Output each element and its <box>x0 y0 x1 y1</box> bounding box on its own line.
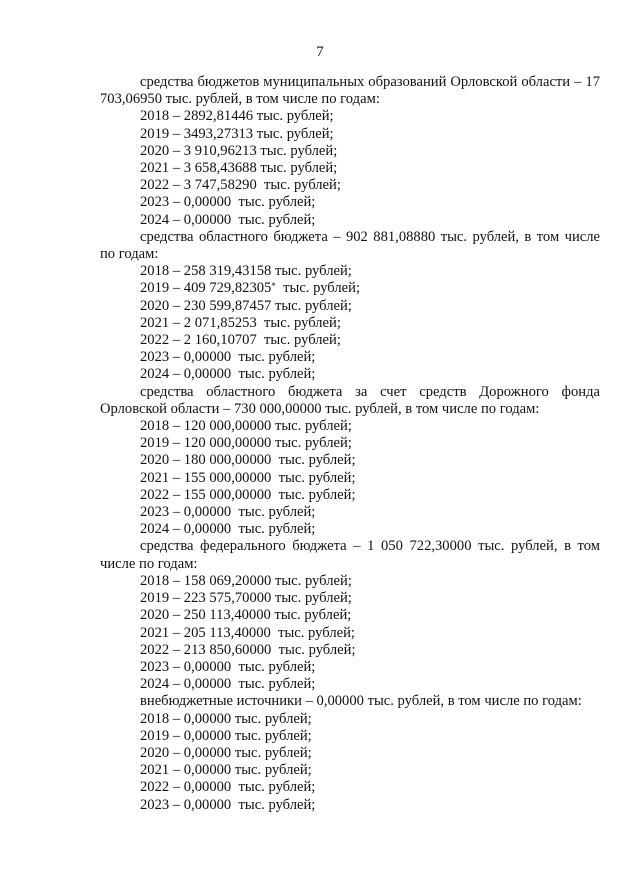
section-intro: средства областного бюджета за счет средств Дорожного фонда Орловской области – 730 000,00000 тыс. рублей, в том числе по годам: <box>100 383 600 417</box>
year-item: 2022 – 213 850,60000 тыс. рублей; <box>140 641 356 658</box>
year-item: 2024 – 0,00000 тыс. рублей; <box>140 366 316 383</box>
year-item: 2018 – 258 319,43158 тыс. рублей; <box>140 263 352 280</box>
page-number: 7 <box>316 44 324 60</box>
year-item: 2021 – 0,00000 тыс. рублей; <box>140 762 312 779</box>
year-item: 2018 – 0,00000 тыс. рублей; <box>140 710 312 727</box>
year-item-amount: 2019 – 409 729,82305 <box>140 280 272 297</box>
year-item: 2024 – 0,00000 тыс. рублей; <box>140 211 316 228</box>
year-item: 2024 – 0,00000 тыс. рублей; <box>140 521 316 538</box>
year-item: 2020 – 180 000,00000 тыс. рублей; <box>140 452 356 469</box>
year-item: 2020 – 0,00000 тыс. рублей; <box>140 744 312 761</box>
year-item: 2021 – 2 071,85253 тыс. рублей; <box>140 314 341 331</box>
year-item: 2019 – 0,00000 тыс. рублей; <box>140 727 312 744</box>
year-item: 2020 – 3 910,96213 тыс. рублей; <box>140 142 338 159</box>
year-item: 2021 – 155 000,00000 тыс. рублей; <box>140 469 356 486</box>
year-item: 2019 – 120 000,00000 тыс. рублей; <box>140 435 352 452</box>
document-body <box>100 74 600 814</box>
year-item-unit: тыс. рублей; <box>275 280 360 297</box>
year-item: 2022 – 0,00000 тыс. рублей; <box>140 779 316 796</box>
year-item: 2020 – 250 113,40000 тыс. рублей; <box>140 607 352 624</box>
year-item: 2023 – 0,00000 тыс. рублей; <box>140 194 316 211</box>
year-item: 2023 – 0,00000 тыс. рублей; <box>140 504 316 521</box>
section-intro: внебюджетные источники – 0,00000 тыс. рублей, в том числе по годам: <box>140 693 582 710</box>
year-item: 2018 – 2892,81446 тыс. рублей; <box>140 108 334 125</box>
year-item: 2018 – 158 069,20000 тыс. рублей; <box>140 572 352 589</box>
funding-section-federal <box>100 538 600 693</box>
year-item: 2020 – 230 599,87457 тыс. рублей; <box>140 297 352 314</box>
footnote-mark: * <box>271 281 276 292</box>
year-item: 2023 – 0,00000 тыс. рублей; <box>140 796 316 813</box>
section-intro: средства областного бюджета – 902 881,08880 тыс. рублей, в том числе по годам: <box>100 228 600 263</box>
year-item: 2019 – 223 575,70000 тыс. рублей; <box>140 590 352 607</box>
year-item: 2021 – 205 113,40000 тыс. рублей; <box>140 624 355 641</box>
year-item: 2023 – 0,00000 тыс. рублей; <box>140 349 316 366</box>
year-item: 2022 – 2 160,10707 тыс. рублей; <box>140 332 341 349</box>
year-item: 2023 – 0,00000 тыс. рублей; <box>140 658 316 675</box>
section-intro: средства федерального бюджета – 1 050 722,30000 тыс. рублей, в том числе по годам: <box>100 538 600 572</box>
section-intro: средства бюджетов муниципальных образований Орловской области – 17 703,06950 тыс. рублей, в том числе по годам: <box>100 74 600 108</box>
year-item: 2022 – 155 000,00000 тыс. рублей; <box>140 486 356 503</box>
funding-section-regional <box>100 229 600 384</box>
year-item: 2019 – 3493,27313 тыс. рублей; <box>140 125 334 142</box>
year-item: 2024 – 0,00000 тыс. рублей; <box>140 676 316 693</box>
year-item <box>100 280 600 297</box>
funding-section-road-fund <box>100 384 600 539</box>
funding-section-extrabudgetary <box>100 693 600 813</box>
year-item: 2022 – 3 747,58290 тыс. рублей; <box>140 177 341 194</box>
funding-section-municipal <box>100 74 600 229</box>
year-item: 2018 – 120 000,00000 тыс. рублей; <box>140 418 352 435</box>
year-item: 2021 – 3 658,43688 тыс. рублей; <box>140 160 338 177</box>
